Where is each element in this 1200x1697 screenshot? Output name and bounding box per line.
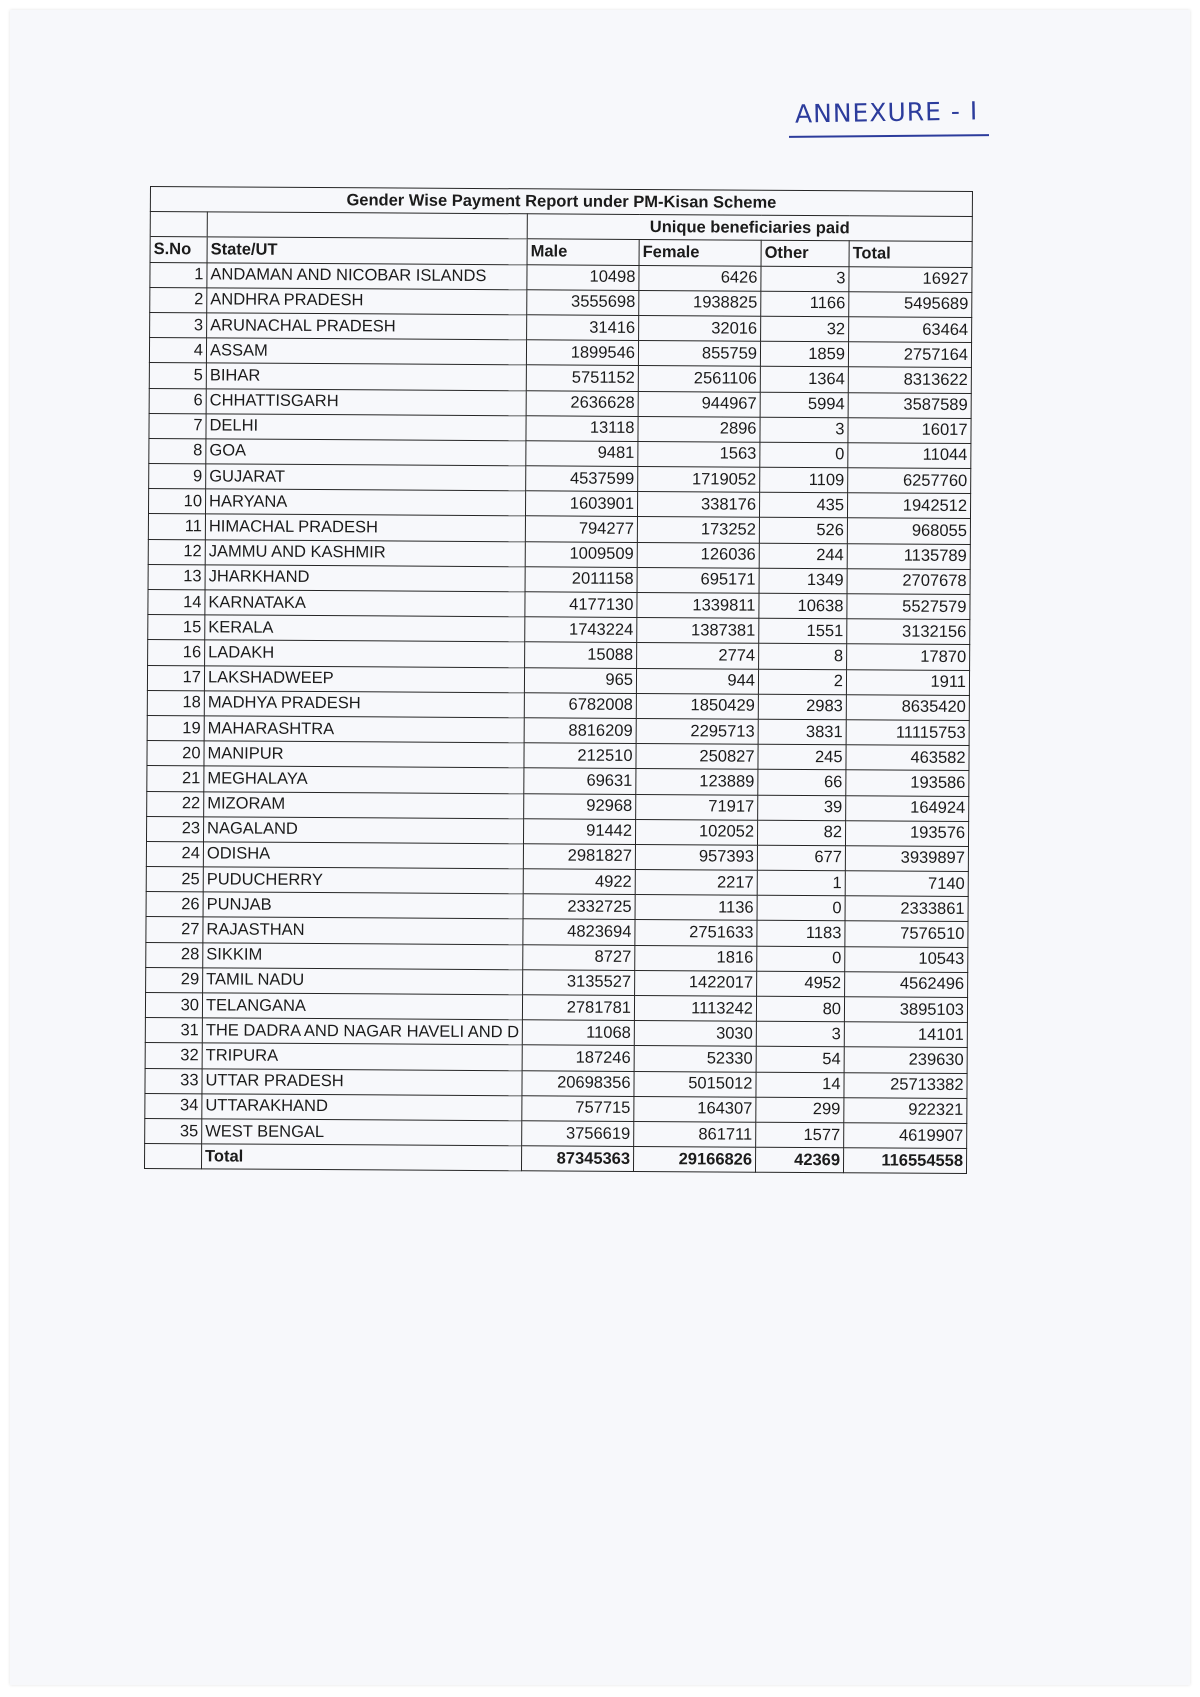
male-cell: 20698356: [522, 1070, 634, 1096]
female-cell: 2561106: [638, 366, 760, 392]
male-cell: 4177130: [525, 592, 637, 618]
total-cell: 5495689: [849, 292, 972, 318]
state-cell: PUNJAB: [203, 892, 523, 919]
total-cell: 3132156: [847, 619, 970, 645]
male-cell: 5751152: [526, 365, 638, 391]
male-cell: 31416: [527, 315, 639, 341]
female-cell: 6426: [639, 265, 761, 291]
sno-cell: 34: [145, 1093, 202, 1119]
state-cell: KARNATAKA: [205, 590, 525, 617]
male-cell: 2332725: [523, 894, 635, 920]
other-cell: 39: [758, 795, 846, 821]
male-cell: 8727: [523, 944, 635, 970]
other-cell: 3: [761, 266, 849, 292]
female-cell: 123889: [636, 769, 758, 795]
female-cell: 1422017: [635, 970, 757, 996]
female-cell: 338176: [637, 492, 759, 518]
sno-cell: 26: [146, 892, 203, 918]
totals-total: 116554558: [843, 1148, 966, 1174]
female-cell: 861711: [634, 1121, 756, 1147]
male-cell: 1899546: [526, 340, 638, 366]
male-cell: 6782008: [524, 693, 636, 719]
column-header-female: Female: [639, 240, 761, 266]
male-cell: 2981827: [523, 844, 635, 870]
sno-cell: 15: [148, 615, 205, 641]
annexure-label: ANNEXURE - I: [794, 96, 979, 129]
state-cell: LADAKH: [205, 640, 525, 667]
total-cell: 2757164: [848, 342, 971, 368]
state-cell: JHARKHAND: [205, 565, 525, 592]
annexure-underline: [789, 134, 989, 138]
other-cell: 1: [757, 870, 845, 896]
sno-cell: 1: [150, 262, 207, 288]
state-cell: MIZORAM: [204, 791, 524, 818]
female-cell: 1113242: [634, 995, 756, 1021]
total-cell: 10543: [845, 946, 968, 972]
male-cell: 212510: [524, 743, 636, 769]
other-cell: 0: [757, 946, 845, 972]
state-cell: DELHI: [206, 414, 526, 441]
total-cell: 14101: [844, 1022, 967, 1048]
other-cell: 526: [759, 518, 847, 544]
state-cell: UTTAR PRADESH: [202, 1068, 522, 1095]
sno-cell: 14: [148, 589, 205, 615]
female-cell: 695171: [637, 567, 759, 593]
male-cell: 2781781: [522, 995, 634, 1021]
other-cell: 32: [761, 316, 849, 342]
total-cell: 2707678: [847, 569, 970, 595]
sno-cell: 21: [147, 766, 204, 792]
header-spacer-state: [207, 212, 527, 239]
other-cell: 2983: [758, 694, 846, 720]
state-cell: ASSAM: [206, 338, 526, 365]
female-cell: 957393: [635, 844, 757, 870]
state-cell: MANIPUR: [204, 741, 524, 768]
female-cell: 2774: [637, 643, 759, 669]
state-cell: GUJARAT: [206, 464, 526, 491]
state-cell: WEST BENGAL: [202, 1119, 522, 1146]
state-cell: GOA: [206, 439, 526, 466]
total-cell: 1942512: [847, 493, 970, 519]
state-cell: LAKSHADWEEP: [204, 665, 524, 692]
sno-cell: 27: [146, 917, 203, 943]
state-cell: THE DADRA AND NAGAR HAVELI AND D: [202, 1018, 522, 1045]
total-cell: 3587589: [848, 392, 971, 418]
female-cell: 32016: [639, 315, 761, 341]
sno-cell: 7: [149, 413, 206, 439]
male-cell: 3756619: [522, 1121, 634, 1147]
state-cell: RAJASTHAN: [203, 917, 523, 944]
column-header-sno: S.No: [150, 237, 207, 263]
male-cell: 3135527: [523, 970, 635, 996]
other-cell: 1166: [761, 291, 849, 317]
total-cell: 8313622: [848, 367, 971, 393]
state-cell: ODISHA: [203, 842, 523, 869]
male-cell: 11068: [522, 1020, 634, 1046]
table-body: [145, 262, 972, 1149]
sno-cell: 6: [149, 388, 206, 414]
other-cell: 3: [756, 1021, 844, 1047]
total-cell: 7140: [845, 871, 968, 897]
state-cell: HARYANA: [205, 489, 525, 516]
totals-male: 87345363: [521, 1146, 633, 1172]
sno-cell: 11: [148, 514, 205, 540]
male-cell: 1743224: [525, 617, 637, 643]
other-cell: 80: [756, 996, 844, 1022]
female-cell: 1850429: [636, 693, 758, 719]
sno-cell: 19: [147, 715, 204, 741]
totals-female: 29166826: [633, 1147, 755, 1173]
state-cell: MADHYA PRADESH: [204, 691, 524, 718]
total-cell: 63464: [849, 317, 972, 343]
female-cell: 250827: [636, 744, 758, 770]
state-cell: TELANGANA: [202, 993, 522, 1020]
state-cell: SIKKIM: [203, 942, 523, 969]
other-cell: 1183: [757, 921, 845, 947]
total-cell: 11115753: [846, 720, 969, 746]
male-cell: 187246: [522, 1045, 634, 1071]
sno-cell: 30: [145, 992, 202, 1018]
male-cell: 3555698: [527, 290, 639, 316]
female-cell: 102052: [635, 819, 757, 845]
state-cell: UTTARAKHAND: [202, 1094, 522, 1121]
sno-cell: 33: [145, 1068, 202, 1094]
other-cell: 2: [758, 669, 846, 695]
sno-cell: 22: [147, 791, 204, 817]
other-cell: 5994: [760, 392, 848, 418]
total-cell: 463582: [846, 745, 969, 771]
other-cell: 244: [759, 543, 847, 569]
sno-cell: 35: [145, 1118, 202, 1144]
state-cell: NAGALAND: [203, 817, 523, 844]
female-cell: 164307: [634, 1096, 756, 1122]
state-cell: TAMIL NADU: [203, 968, 523, 995]
total-cell: 1911: [846, 669, 969, 695]
total-cell: 3939897: [845, 846, 968, 872]
other-cell: 3: [760, 417, 848, 443]
state-cell: JAMMU AND KASHMIR: [205, 539, 525, 566]
other-cell: 0: [760, 442, 848, 468]
sno-cell: 28: [146, 942, 203, 968]
other-cell: 1859: [760, 341, 848, 367]
male-cell: 4537599: [526, 466, 638, 492]
other-cell: 299: [756, 1097, 844, 1123]
male-cell: 4922: [523, 869, 635, 895]
sno-cell: 17: [147, 665, 204, 691]
state-cell: TRIPURA: [202, 1043, 522, 1070]
female-cell: 1136: [635, 895, 757, 921]
sno-cell: 32: [145, 1043, 202, 1069]
male-cell: 2636628: [526, 390, 638, 416]
total-cell: 7576510: [845, 921, 968, 947]
female-cell: 126036: [637, 542, 759, 568]
total-cell: 4619907: [844, 1123, 967, 1149]
report-table-wrapper: [144, 186, 973, 1174]
other-cell: 677: [757, 845, 845, 871]
other-cell: 0: [757, 895, 845, 921]
totals-sno-cell: [144, 1144, 201, 1170]
payment-report-table: [144, 186, 973, 1174]
state-cell: ARUNACHAL PRADESH: [207, 313, 527, 340]
male-cell: 2011158: [525, 567, 637, 593]
other-cell: 82: [757, 820, 845, 846]
total-cell: 17870: [847, 644, 970, 670]
state-cell: CHHATTISGARH: [206, 388, 526, 415]
female-cell: 71917: [636, 794, 758, 820]
female-cell: 52330: [634, 1046, 756, 1072]
total-cell: 968055: [847, 518, 970, 544]
male-cell: 69631: [524, 768, 636, 794]
other-cell: 54: [756, 1047, 844, 1073]
other-cell: 1577: [756, 1122, 844, 1148]
female-cell: 855759: [638, 341, 760, 367]
other-cell: 8: [759, 644, 847, 670]
sno-cell: 13: [148, 564, 205, 590]
sno-cell: 9: [149, 464, 206, 490]
totals-label: Total: [201, 1144, 521, 1171]
sno-cell: 31: [145, 1018, 202, 1044]
other-cell: 10638: [759, 593, 847, 619]
sno-cell: 8: [149, 438, 206, 464]
male-cell: 8816209: [524, 718, 636, 744]
total-cell: 239630: [844, 1047, 967, 1073]
female-cell: 944967: [638, 391, 760, 417]
female-cell: 2217: [635, 870, 757, 896]
male-cell: 1603901: [525, 491, 637, 517]
sno-cell: 5: [149, 363, 206, 389]
group-header: Unique beneficiaries paid: [527, 214, 972, 242]
document-page: [10, 10, 1190, 1685]
male-cell: 15088: [525, 642, 637, 668]
header-spacer-sno: [150, 212, 207, 238]
male-cell: 91442: [523, 818, 635, 844]
sno-cell: 24: [146, 841, 203, 867]
sno-cell: 23: [146, 816, 203, 842]
state-cell: BIHAR: [206, 363, 526, 390]
column-header-other: Other: [761, 241, 849, 267]
total-cell: 193576: [845, 820, 968, 846]
total-cell: 5527579: [847, 594, 970, 620]
total-cell: 3895103: [844, 997, 967, 1023]
total-cell: 2333861: [845, 896, 968, 922]
female-cell: 5015012: [634, 1071, 756, 1097]
totals-row: [144, 1144, 966, 1174]
sno-cell: 12: [148, 539, 205, 565]
male-cell: 794277: [525, 516, 637, 542]
sno-cell: 18: [147, 690, 204, 716]
total-cell: 4562496: [845, 972, 968, 998]
sno-cell: 29: [146, 967, 203, 993]
male-cell: 757715: [522, 1096, 634, 1122]
male-cell: 92968: [524, 793, 636, 819]
total-cell: 164924: [846, 795, 969, 821]
female-cell: 2751633: [635, 920, 757, 946]
total-cell: 922321: [844, 1098, 967, 1124]
other-cell: 1551: [759, 618, 847, 644]
sno-cell: 16: [148, 640, 205, 666]
other-cell: 435: [759, 492, 847, 518]
state-cell: ANDAMAN AND NICOBAR ISLANDS: [207, 262, 527, 289]
total-cell: 16927: [849, 266, 972, 292]
total-cell: 11044: [848, 443, 971, 469]
state-cell: ANDHRA PRADESH: [207, 288, 527, 315]
other-cell: 4952: [757, 971, 845, 997]
totals-other: 42369: [755, 1147, 843, 1173]
sno-cell: 20: [147, 741, 204, 767]
female-cell: 3030: [634, 1021, 756, 1047]
female-cell: 1387381: [637, 618, 759, 644]
other-cell: 245: [758, 744, 846, 770]
total-cell: 193586: [846, 770, 969, 796]
other-cell: 3831: [758, 719, 846, 745]
female-cell: 1938825: [639, 290, 761, 316]
female-cell: 1719052: [638, 467, 760, 493]
female-cell: 173252: [637, 517, 759, 543]
column-header-state: State/UT: [207, 237, 527, 264]
state-cell: MEGHALAYA: [204, 766, 524, 793]
state-cell: HIMACHAL PRADESH: [205, 514, 525, 541]
column-header-total: Total: [849, 241, 972, 267]
sno-cell: 25: [146, 867, 203, 893]
other-cell: 1109: [760, 467, 848, 493]
other-cell: 1364: [760, 367, 848, 393]
male-cell: 4823694: [523, 919, 635, 945]
state-cell: KERALA: [205, 615, 525, 642]
report-title: Gender Wise Payment Report under PM-Kisan Scheme: [150, 187, 972, 217]
total-cell: 25713382: [844, 1072, 967, 1098]
male-cell: 965: [524, 667, 636, 693]
sno-cell: 10: [148, 489, 205, 515]
female-cell: 2896: [638, 416, 760, 442]
male-cell: 13118: [526, 415, 638, 441]
total-cell: 16017: [848, 417, 971, 443]
female-cell: 1563: [638, 441, 760, 467]
total-cell: 6257760: [848, 468, 971, 494]
state-cell: MAHARASHTRA: [204, 716, 524, 743]
female-cell: 1339811: [637, 592, 759, 618]
sno-cell: 4: [149, 338, 206, 364]
state-cell: PUDUCHERRY: [203, 867, 523, 894]
male-cell: 9481: [526, 441, 638, 467]
female-cell: 2295713: [636, 718, 758, 744]
male-cell: 1009509: [525, 541, 637, 567]
total-cell: 8635420: [846, 695, 969, 721]
sno-cell: 3: [150, 312, 207, 338]
other-cell: 1349: [759, 568, 847, 594]
other-cell: 14: [756, 1072, 844, 1098]
column-header-male: Male: [527, 239, 639, 265]
male-cell: 10498: [527, 264, 639, 290]
female-cell: 1816: [635, 945, 757, 971]
total-cell: 1135789: [847, 543, 970, 569]
sno-cell: 2: [150, 287, 207, 313]
female-cell: 944: [636, 668, 758, 694]
other-cell: 66: [758, 770, 846, 796]
